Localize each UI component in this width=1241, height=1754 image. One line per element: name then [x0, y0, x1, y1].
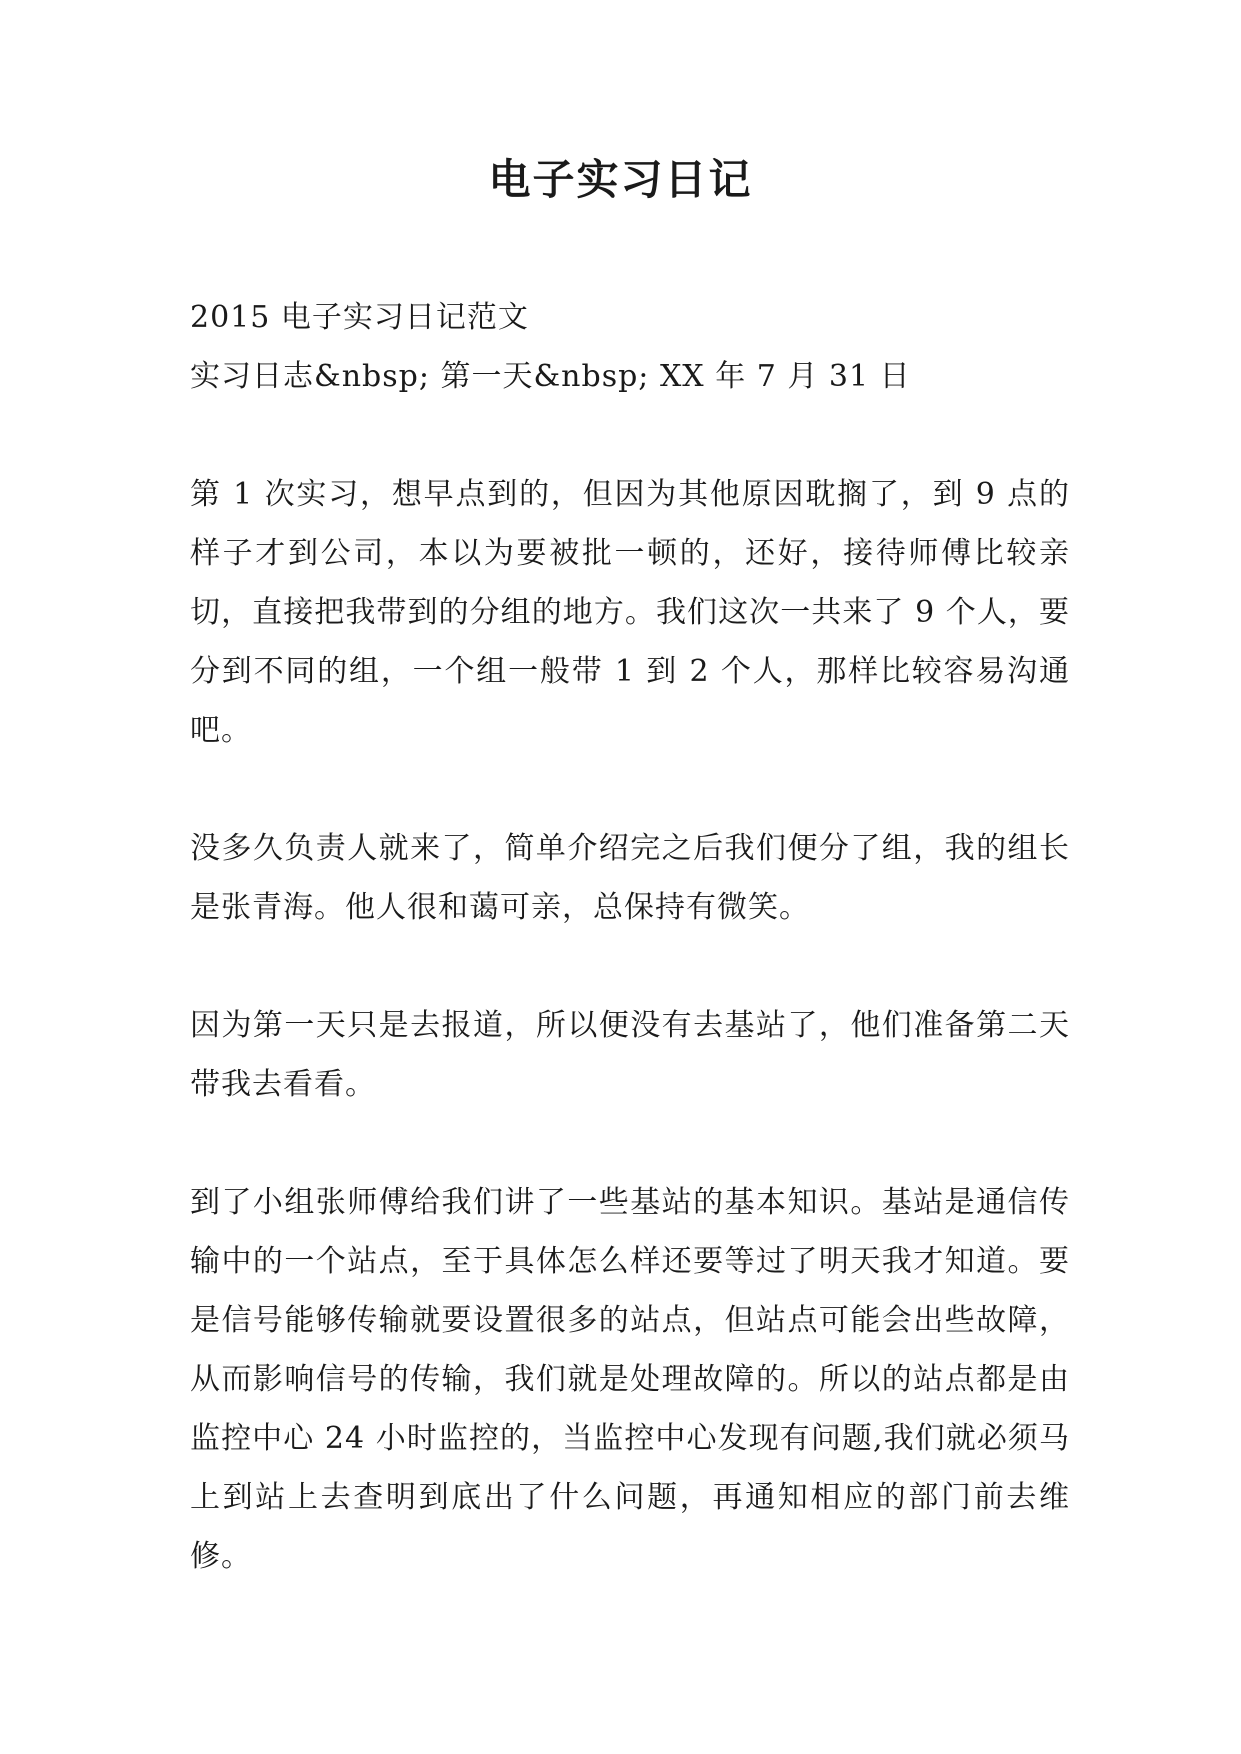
- document-title: 电子实习日记: [488, 155, 753, 204]
- paragraph-2: 没多久负责人就来了，简单介绍完之后我们便分了组，我的组长是张青海。他人很和蔼可亲，总保持有微笑。: [190, 831, 1070, 925]
- header-line-2: 实习日志&nbsp; 第一天&nbsp; XX 年 7 月 31 日: [190, 359, 911, 394]
- spacer: [190, 406, 1070, 465]
- paragraph-3: 因为第一天只是去报道，所以便没有去基站了，他们准备第二天带我去看看。: [190, 1008, 1070, 1102]
- spacer: [190, 760, 1070, 819]
- header-line-1: 2015 电子实习日记范文: [190, 300, 529, 335]
- spacer: [190, 937, 1070, 996]
- paragraph-4: 到了小组张师傅给我们讲了一些基站的基本知识。基站是通信传输中的一个站点，至于具体怎么样还要等过了明天我才知道。要是信号能够传输就要设置很多的站点，但站点可能会出些故障，从而影响信号的传输，我们就是处理故障的。所以的站点都是由监控中心 24 小时监控的，当监控中心发现有问题,我们就必须马上到站上去查明到底出了什么问题，再通知相应的部门前去维修。: [190, 1185, 1070, 1574]
- spacer: [190, 1114, 1070, 1173]
- paragraph-1: 第 1 次实习，想早点到的，但因为其他原因耽搁了，到 9 点的样子才到公司，本以为要被批一顿的，还好，接待师傅比较亲切，直接把我带到的分组的地方。我们这次一共来了 9 个人，要分到不同的组，一个组一般带 1 到 2 个人，那样比较容易沟通吧。: [190, 477, 1070, 748]
- document-body: [190, 288, 1070, 1586]
